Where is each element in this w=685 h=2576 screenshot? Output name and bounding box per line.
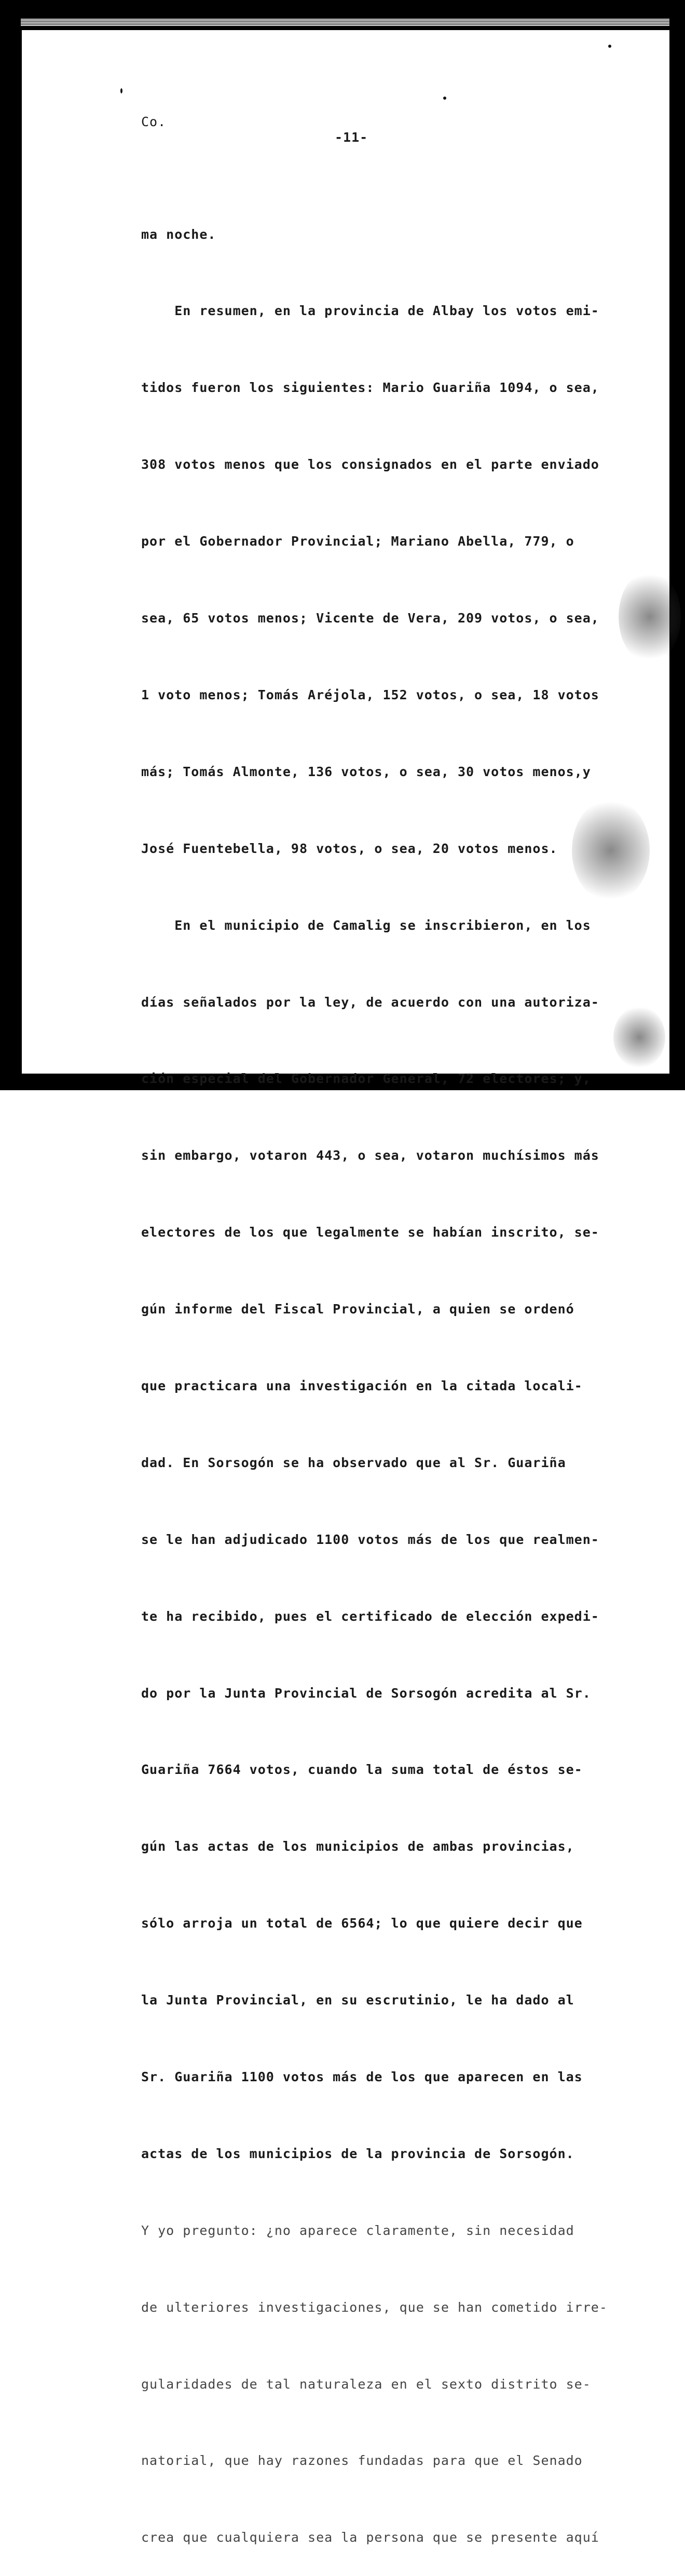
text-line: sin embargo, votaron 443, o sea, votaron muchísimos más (141, 1148, 599, 1163)
text-line: de ulteriores investigaciones, que se han cometido irre- (141, 2299, 608, 2315)
text-line: que practicara una investigación en la citada locali- (141, 1378, 583, 1393)
text-line: Sr. Guariña 1100 votos más de los que aparecen en las (141, 2069, 583, 2084)
text-line: do por la Junta Provincial de Sorsogón acredita al Sr. (141, 1685, 591, 1701)
stacked-pages-edge (21, 19, 672, 26)
ink-smudge (613, 1006, 665, 1068)
text-line: crea que cualquiera sea la persona que se presente aquí (141, 2530, 599, 2545)
text-line: te ha recibido, pues el certificado de elección expedi- (141, 1608, 599, 1624)
text-line: gularidades de tal naturaleza en el sexto distrito se- (141, 2376, 591, 2392)
text-line: ción especial del Gobernador General, 72 electores; y, (141, 1071, 591, 1087)
text-line: Y yo pregunto: ¿no aparece claramente, sin necesidad (141, 2222, 574, 2238)
text-line: actas de los municipios de la provincia de Sorsogón. (141, 2146, 574, 2161)
corner-mark: Co. (141, 114, 167, 129)
text-line: gún informe del Fiscal Provincial, a quien se ordenó (141, 1301, 574, 1317)
text-line: 308 votos menos que los consignados en el parte enviado (141, 457, 599, 472)
text-line: días señalados por la ley, de acuerdo con una autoriza- (141, 994, 599, 1010)
text-line: natorial, que hay razones fundadas para que el Senado (141, 2453, 583, 2469)
ink-speck (120, 88, 122, 93)
ink-speck (608, 45, 611, 48)
text-line: la Junta Provincial, en su escrutinio, le ha dado al (141, 1992, 574, 2008)
scan-border (669, 0, 685, 1090)
text-line: tidos fueron los siguientes: Mario Guariña 1094, o sea, (141, 380, 599, 396)
text-line: En el municipio de Camalig se inscribieron, en los (141, 917, 591, 933)
text-line: electores de los que legalmente se habían inscrito, se- (141, 1225, 599, 1240)
ink-smudge (619, 570, 681, 663)
text-line: Guariña 7664 votos, cuando la suma total de éstos se- (141, 1762, 583, 1778)
text-line: por el Gobernador Provincial; Mariano Abella, 779, o (141, 534, 574, 549)
text-line: sea, 65 votos menos; Vicente de Vera, 209 votos, o sea, (141, 611, 599, 626)
text-line: más; Tomás Almonte, 136 votos, o sea, 30 votos menos,y (141, 764, 591, 779)
text-line: se le han adjudicado 1100 votos más de los que realmen- (141, 1531, 599, 1547)
page-number: -11- (335, 130, 368, 145)
text-line: dad. En Sorsogón se ha observado que al Sr. Guariña (141, 1455, 566, 1470)
text-line: sólo arroja un total de 6564; lo que quiere decir que (141, 1916, 583, 1931)
text-line: 1 voto menos; Tomás Aréjola, 152 votos, o sea, 18 votos (141, 687, 599, 702)
text-line: gún las actas de los municipios de ambas provincias, (141, 1839, 574, 1854)
ink-speck (443, 97, 446, 100)
text-line: ma noche. (141, 226, 216, 242)
text-line: En resumen, en la provincia de Albay los votos emi- (141, 303, 599, 319)
body-text (141, 170, 608, 2576)
text-line: José Fuentebella, 98 votos, o sea, 20 votos menos. (141, 840, 558, 856)
